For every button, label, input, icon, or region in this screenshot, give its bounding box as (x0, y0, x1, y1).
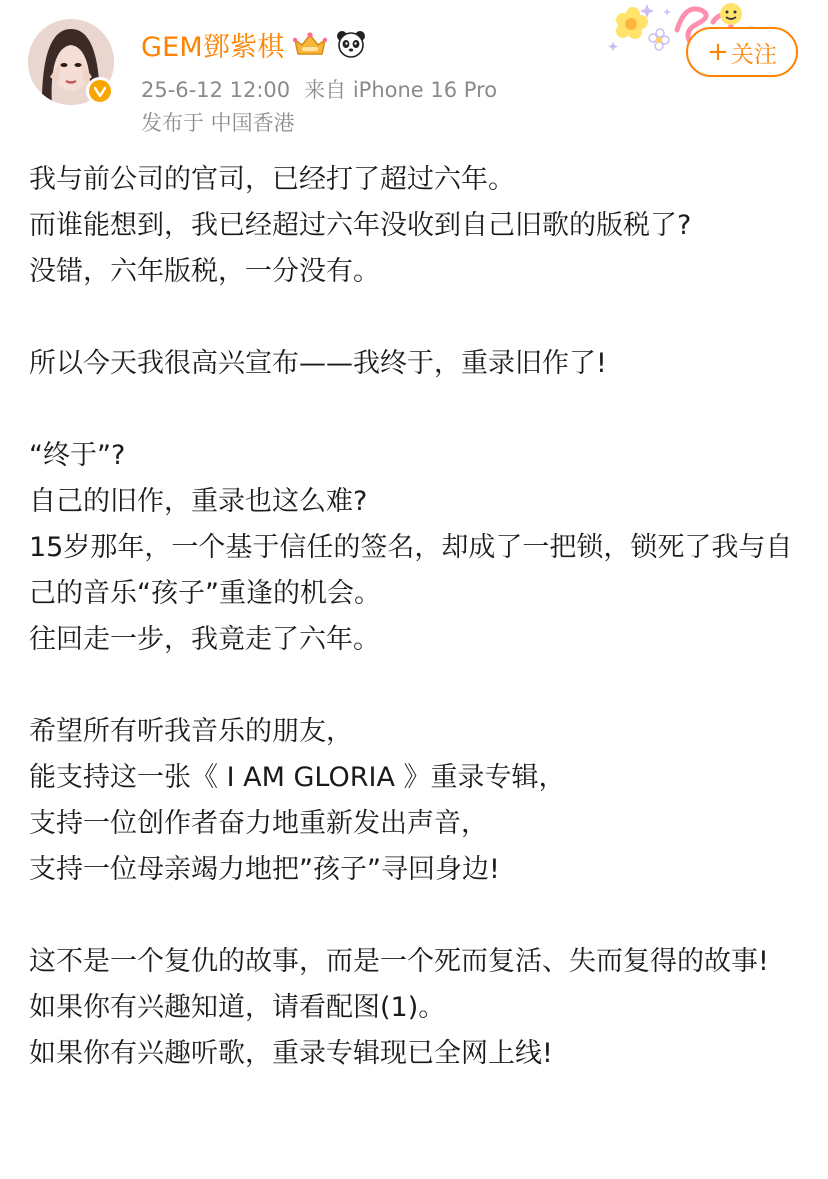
verified-badge-icon (86, 77, 114, 105)
post-line: 而谁能想到，我已经超过六年没收到自己旧歌的版税了? (29, 210, 692, 241)
post-line: 这不是一个复仇的故事，而是一个死而复活、失而复得的故事! (29, 946, 769, 977)
post-time: 25-6-12 12:00 (141, 78, 291, 102)
post-line: 能支持这一张《 I AM GLORIA 》重录专辑， (29, 762, 566, 793)
smiley-icon (720, 3, 742, 25)
post-header (0, 0, 828, 150)
post-line: 支持一位创作者奋力地重新发出声音， (29, 808, 488, 839)
post-location: 发布于 中国香港 (141, 111, 295, 135)
post-line: 没错，六年版税，一分没有。 (29, 256, 380, 287)
blank-line (29, 663, 801, 709)
post-line: 支持一位母亲竭力地把”孩子”寻回身边! (29, 854, 500, 885)
post-line: 如果你有兴趣听歌，重录专辑现已全网上线! (29, 1038, 553, 1069)
post-meta (141, 74, 497, 104)
blank-line (29, 295, 801, 341)
blank-line (29, 893, 801, 939)
post-line: 所以今天我很高兴宣布——我终于，重录旧作了! (29, 348, 607, 379)
post-line: 15岁那年，一个基于信任的签名，却成了一把锁，锁死了我与自己的音乐“孩子”重逢的机会。 (29, 532, 793, 609)
avatar[interactable] (28, 19, 114, 105)
post-line: 如果你有兴趣知道，请看配图(1)。 (29, 992, 446, 1023)
post-line: 我与前公司的官司，已经打了超过六年。 (29, 164, 515, 195)
crown-icon[interactable] (292, 30, 328, 58)
post-line: “终于”? (29, 440, 126, 471)
post-line: 往回走一步，我竟走了六年。 (29, 624, 380, 655)
username[interactable]: GEM鄧紫棋 (141, 31, 285, 63)
post-text (29, 157, 801, 1077)
small-flower-icon (649, 29, 669, 50)
follow-label: 关注 (730, 41, 777, 68)
post-line: 自己的旧作，重录也这么难? (29, 486, 368, 517)
plus-icon: + (707, 37, 729, 67)
username-row (141, 26, 366, 62)
panda-icon[interactable] (336, 30, 366, 58)
blank-line (29, 387, 801, 433)
follow-button[interactable] (686, 27, 798, 77)
post-source: 来自 iPhone 16 Pro (304, 78, 498, 102)
post-line: 希望所有听我音乐的朋友， (29, 716, 353, 747)
